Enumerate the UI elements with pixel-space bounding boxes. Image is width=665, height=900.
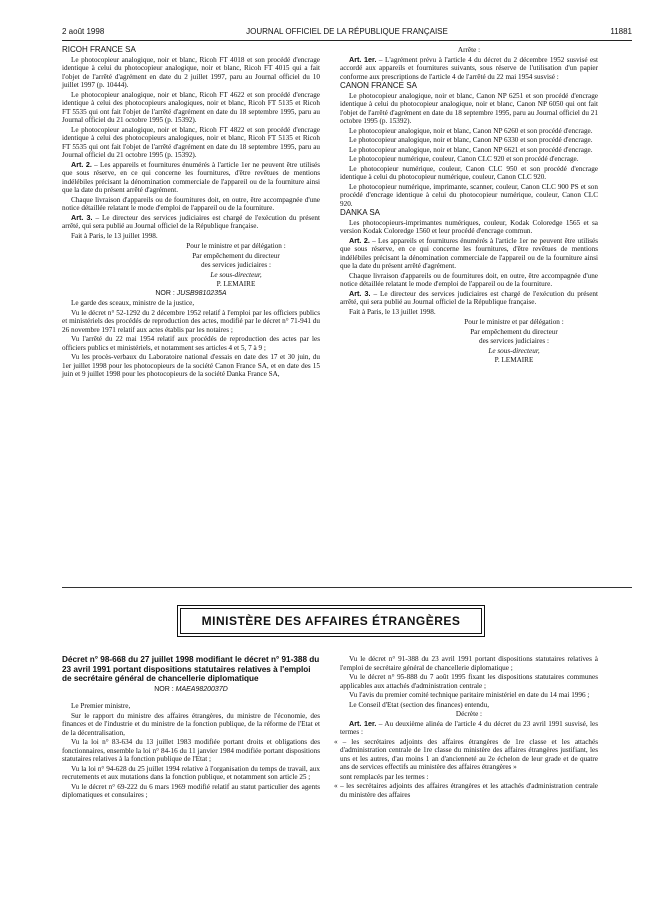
article-text: – Le directeur des services judiciaires est chargé de l'exécution du présent arrêté, qui sera publié au Journal officiel de la République française.	[62, 213, 321, 230]
paragraph: Vu le décret n° 91-388 du 23 avril 1991 portant dispositions statutaires relatives à l'emploi de secrétaire général de chancellerie diplomatique ;	[340, 655, 598, 672]
company-heading: RICOH FRANCE SA	[62, 45, 136, 54]
paragraph: Vu les procès-verbaux du Laboratoire national d'essais en date des 17 et 30 juin, du 1er juillet 1998 pour les photocopieurs de la société Canon France SA, et en date des 15 juin et 9 juillet 1998 pour les photocopieurs de la société Danka France SA,	[62, 353, 320, 378]
paragraph: Le photocopieur analogique, noir et blanc, Ricoh FT 4822 et son procédé d'encrage identique à celui des photocopieurs analogiques, noir et blanc, Ricoh FT 5135 et Ricoh FT 5535 qui ont fait l'objet de l'arrêté d'agrément en date du 18 septembre 1995, paru au Journal officiel du 21 octobre 1995 (p. 15392).	[62, 125, 320, 159]
decrete-heading: Décrète :	[455, 710, 483, 718]
signature-line: Pour le ministre et par délégation :	[186, 242, 286, 250]
signature-line: Par empêchement du directeur	[470, 327, 558, 336]
paragraph: Vu l'arrêté du 22 mai 1954 relatif aux procédés de reproduction des actes par les officiers publics et ministériels, et notamment ses articles 4 et 5, 7 à 9 ;	[62, 335, 320, 352]
signature-block	[152, 242, 320, 289]
paragraph: Vu le décret n° 69-222 du 6 mars 1969 modifié relatif au statut particulier des agents diplomatiques et consulaires ;	[62, 782, 320, 799]
article-text: – Au deuxième alinéa de l'article 4 du décret du 23 avril 1991 susvisé, les termes :	[340, 719, 598, 736]
signature-line: Par empêchement du directeur	[192, 251, 280, 260]
header-journal-title: JOURNAL OFFICIEL DE LA RÉPUBLIQUE FRANÇAISE	[246, 27, 448, 36]
right-bottom-column	[334, 655, 598, 800]
paragraph: Les photocopieurs-imprimantes numériques, couleur, Kodak Coloredge 1565 et sa version Kodak Coloredge 1560 et leur procédé d'encrage commun.	[340, 218, 598, 235]
article-text: – L'agrément prévu à l'article 4 du décret du 2 décembre 1952 susvisé est accordé aux appareils et fournitures suivants, sous réserve de l'utilisation d'un papier conforme aux prescriptions de l'article 4 de l'arrêté du 22 mai 1954 susvisé :	[340, 55, 598, 81]
paragraph: Le Premier ministre,	[71, 702, 131, 710]
paragraph: Le Conseil d'Etat (section des finances) entendu,	[349, 700, 490, 709]
article-label: Art. 2.	[71, 159, 92, 169]
nor-code: JUSB9810235A	[176, 289, 227, 297]
right-top-column	[340, 46, 598, 366]
nor-code: MAEA9820037D	[175, 685, 228, 693]
paragraph: Chaque livraison d'appareils ou de fournitures doit, en outre, être accompagnée d'une notice détaillée relatant le mode d'emploi de l'appareil ou de la fourniture.	[62, 195, 320, 212]
company-heading: DANKA SA	[340, 208, 381, 217]
article-3	[340, 290, 598, 307]
header-page-number: 11881	[610, 27, 632, 36]
nor-label: NOR :	[154, 685, 174, 693]
signature-line: des services judiciaires :	[478, 337, 550, 345]
article-label: Art. 1er.	[349, 718, 377, 728]
signature-name: P. LEMAIRE	[216, 280, 256, 288]
article-1	[340, 56, 598, 82]
paragraph: Le photocopieur numérique, couleur, Canon CLC 920 et son procédé d'encrage.	[349, 155, 579, 163]
left-top-column	[62, 46, 320, 380]
paragraph: Le photocopieur numérique, imprimante, scanner, couleur, Canon CLC 900 PS et son procédé d'encrage identique à celui du photocopieur numérique, couleur, Canon CLC 920.	[340, 182, 598, 208]
quoted-text: « – les secrétaires adjoints des affaires étrangères de 1re classe et les attachés d'administration centrale de 1re classe du ministère des affaires étrangères justifiant, les uns et les autres, d'au moins 1 an d'ancienneté au 2e échelon de leur grade et de quatre ans de services effectifs au ministère des affaires étrangères »	[334, 737, 598, 771]
header-date: 2 août 1998	[62, 27, 105, 36]
article-1	[340, 720, 598, 737]
quoted-text: « – les secrétaires adjoints des affaires étrangères et les attachés d'administration centrale du ministère des affaires	[334, 782, 598, 799]
paragraph: Le photocopieur analogique, noir et blanc, Ricoh FT 4018 et son procédé d'encrage identique à celui du photocopieur analogique, noir et blanc, Ricoh FT 4015 qui a fait l'objet de l'arrêté d'agrément en date du 2 juillet 1997, paru au Journal officiel du 10 juillet 1997 (p. 10444).	[62, 55, 320, 89]
paragraph: Sur le rapport du ministre des affaires étrangères, du ministre de l'économie, des finances et de l'industrie et du ministre de la fonction publique, de la réforme de l'Etat et de la décentralisation,	[62, 711, 320, 737]
nor-reference	[62, 686, 320, 695]
paragraph: Vu la loi n° 83-634 du 13 juillet 1983 modifiée portant droits et obligations des fonctionnaires, ensemble la loi n° 84-16 du 11 janvier 1984 modifiée portant dispositions statutaires relatives à la fonction publique de l'Etat ;	[62, 738, 320, 763]
ministry-heading: MINISTÈRE DES AFFAIRES ÉTRANGÈRES	[177, 605, 485, 637]
article-3	[62, 214, 320, 231]
signature-block	[430, 318, 598, 365]
nor-reference	[62, 290, 320, 299]
done-at: Fait à Paris, le 13 juillet 1998.	[349, 307, 436, 316]
article-2	[62, 161, 320, 195]
section-divider	[62, 587, 632, 588]
paragraph: Le garde des sceaux, ministre de la justice,	[71, 299, 195, 307]
paragraph: Vu la loi n° 94-628 du 25 juillet 1994 relative à l'organisation du temps de travail, aux recrutements et aux mutations dans la fonction publique, et notamment son article 25 ;	[62, 764, 320, 781]
arrete-heading: Arrête :	[457, 46, 481, 54]
company-heading: CANON FRANCE SA	[340, 81, 417, 90]
done-at: Fait à Paris, le 13 juillet 1998.	[71, 231, 158, 240]
signature-name: P. LEMAIRE	[494, 356, 534, 364]
paragraph: Le photocopieur analogique, noir et blanc, Canon NP 6251 et son procédé d'encrage identique à celui du photocopieur analogique, noir et blanc, Canon NP 6050 qui ont fait l'objet de l'arrêté d'agrément en date du 18 septembre 1995, paru au Journal officiel du 21 octobre 1995 (p. 15392).	[340, 91, 598, 125]
signature-line: Le sous-directeur,	[210, 270, 262, 279]
page-header	[62, 26, 632, 41]
left-bottom-column	[62, 655, 320, 801]
paragraph: Vu le décret n° 95-888 du 7 août 1995 fixant les dispositions statutaires communes applicables aux attachés d'administration centrale ;	[340, 673, 598, 690]
article-text: – Les appareils et fournitures énumérés à l'article 1er ne peuvent être utilisés que sous réserve, en ce qui concerne les fournitures, d'être revêtues de mentions indélébiles précisant la dénomination commerciale de l'appareil ou de la fourniture ainsi que la date du présent arrêté d'agrément.	[62, 160, 320, 194]
nor-label: NOR :	[155, 289, 175, 297]
paragraph: sont remplacés par les termes :	[340, 772, 429, 781]
article-2	[340, 237, 598, 271]
decree-title: Décret n° 98-668 du 27 juillet 1998 modifiant le décret n° 91-388 du 23 avril 1991 portant dispositions statutaires relatives à l'emploi de secrétaire général de chancellerie diplomatique	[62, 655, 320, 683]
paragraph: Vu le décret n° 52-1292 du 2 décembre 1952 relatif à l'emploi par les officiers publics et ministériels des procédés de reproduction des actes, modifié par le décret n° 71-941 du 26 novembre 1971 relatif aux actes établis par les notaires ;	[62, 308, 320, 334]
paragraph: Le photocopieur analogique, noir et blanc, Canon NP 6330 et son procédé d'encrage.	[349, 136, 593, 144]
paragraph: Chaque livraison d'appareils ou de fournitures doit, en outre, être accompagnée d'une notice détaillée relatant le mode d'emploi de l'appareil ou de la fourniture.	[340, 271, 598, 288]
signature-line: Le sous-directeur,	[488, 346, 540, 355]
signature-line: Pour le ministre et par délégation :	[464, 318, 564, 326]
paragraph: Le photocopieur analogique, noir et blanc, Canon NP 6260 et son procédé d'encrage.	[349, 126, 593, 135]
paragraph: Le photocopieur analogique, noir et blanc, Ricoh FT 4622 et son procédé d'encrage identique à celui des photocopieurs analogiques, noir et blanc, Ricoh FT 5135 et Ricoh FT 5535 qui ont fait l'objet de l'arrêté d'agrément en date du 18 septembre 1995, paru au Journal officiel du 21 octobre 1995 (p. 15392).	[62, 90, 320, 124]
paragraph: Le photocopieur analogique, noir et blanc, Canon NP 6621 et son procédé d'encrage.	[349, 145, 593, 154]
article-label: Art. 3.	[349, 288, 371, 298]
article-text: – Le directeur des services judiciaires est chargé de l'exécution du présent arrêté, qui sera publié au Journal officiel de la République française.	[340, 289, 599, 306]
paragraph: Vu l'avis du premier comité technique paritaire ministériel en date du 14 mai 1996 ;	[349, 691, 590, 699]
article-label: Art. 3.	[71, 212, 93, 222]
article-label: Art. 1er.	[349, 54, 377, 64]
article-text: – Les appareils et fournitures énumérés à l'article 1er ne peuvent être utilisés que sous réserve, en ce qui concerne les fournitures, d'être revêtues de mentions indélébiles précisant la dénomination commerciale de l'appareil ou de la fourniture ainsi que la date du présent arrêté d'agrément.	[340, 236, 598, 270]
signature-line: des services judiciaires :	[200, 261, 272, 269]
article-label: Art. 2.	[349, 235, 370, 245]
paragraph: Le photocopieur numérique, couleur, Canon CLC 950 et son procédé d'encrage identique à celui du photocopieur numérique, couleur, Canon CLC 920.	[340, 164, 598, 181]
